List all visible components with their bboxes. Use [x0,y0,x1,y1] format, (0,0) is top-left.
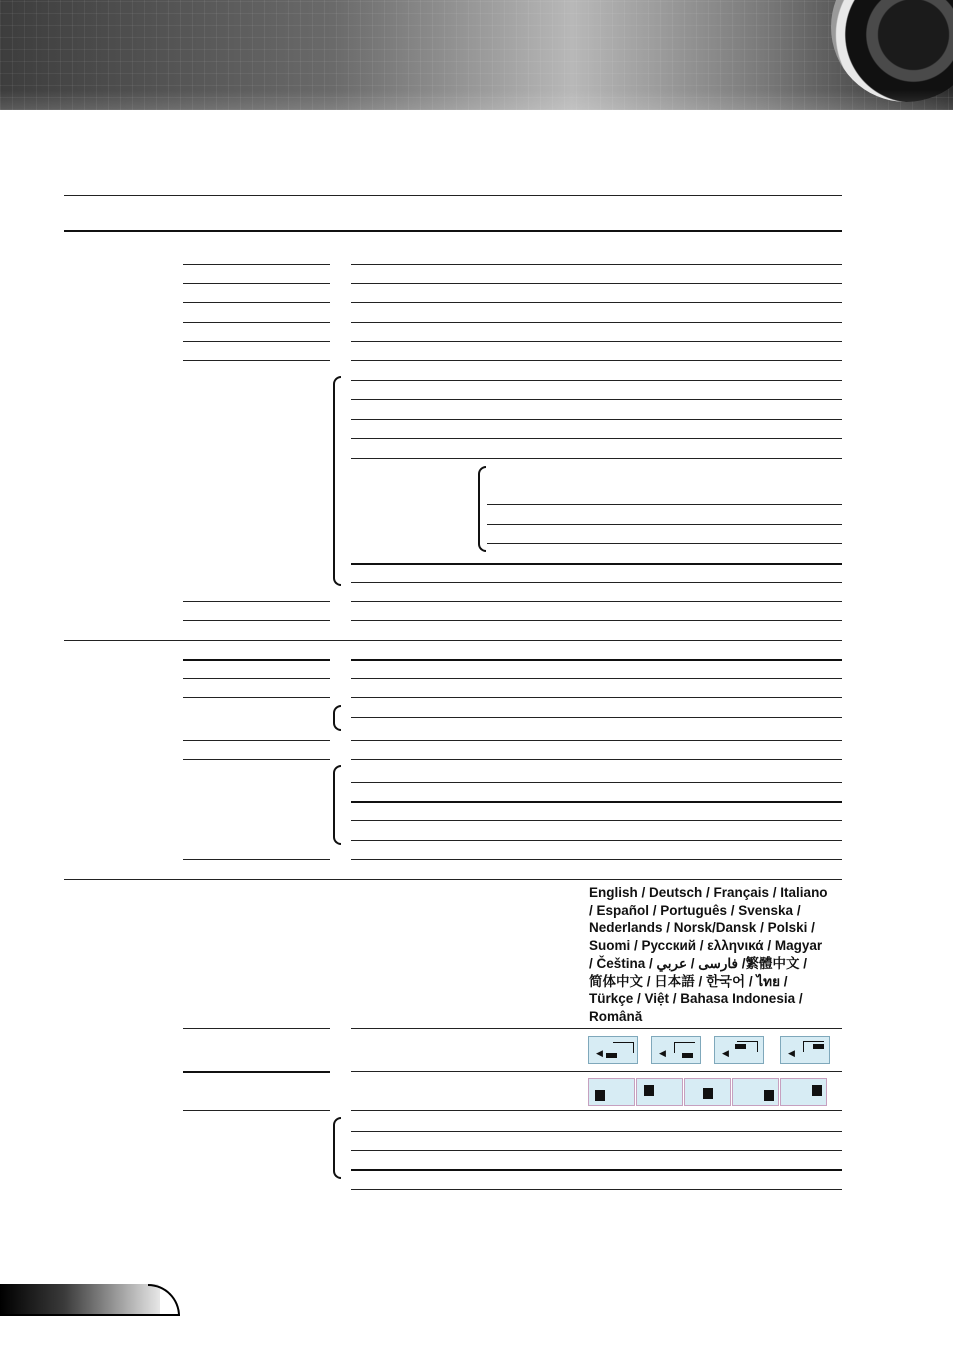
menu-bottom-right-icon [780,1078,827,1106]
group-brace [333,765,341,845]
table-rule [351,458,842,459]
table-rule [351,697,842,698]
front-ceiling-projection-icon: ◀ [714,1036,764,1064]
projection-icons [588,1036,843,1064]
table-rule [351,1110,842,1111]
table-rule [183,659,330,661]
table-rule [487,543,842,544]
table-rule [183,678,330,679]
table-rule [351,419,842,420]
table-rule [183,360,330,361]
table-rule [351,399,842,400]
table-rule [351,1189,842,1190]
table-rule [183,283,330,284]
table-rule [351,438,842,439]
table-rule [183,859,330,860]
table-rule [351,620,842,621]
table-rule [351,840,842,841]
menu-center-icon [684,1078,731,1106]
menu-bottom-left-icon [732,1078,779,1106]
table-rule [351,859,842,860]
table-rule [351,801,842,803]
table-rule [351,582,842,583]
table-rule [351,717,842,718]
language-options: English / Deutsch / Français / Italiano / Español / Português / Svenska / Nederlands / Norsk/Dansk / Polski / Suomi / Русский / ελληνικά / Magyar / Čeština / فارسی / عربي /繁體中文 / 简体中文 / 日本語 / 한국어 / ไทย / Türkçe / Việt / Bahasa Indonesia / Română [589,885,828,1024]
table-rule [183,620,330,621]
table-rule [64,230,842,232]
table-rule [351,782,842,783]
table-rule [351,678,842,679]
table-rule [351,360,842,361]
header-banner [0,0,953,110]
table-rule [351,601,842,602]
rear-ceiling-projection-icon: ◀ [780,1036,830,1064]
footer-tab-curve [148,1284,180,1316]
table-rule [183,302,330,303]
table-rule [351,563,842,565]
table-rule [351,1131,842,1132]
table-rule [351,322,842,323]
table-rule [487,504,842,505]
table-rule [183,322,330,323]
table-rule [351,1071,842,1072]
table-rule [351,759,842,760]
table-rule [487,524,842,525]
table-rule [183,601,330,602]
table-rule [351,1169,842,1171]
table-rule [351,659,842,661]
group-brace [333,1117,341,1179]
group-brace [478,466,486,552]
table-rule [183,1028,330,1029]
table-rule [64,879,842,880]
projector-lens-graphic [831,0,953,102]
table-rule [351,302,842,303]
menu-top-right-icon [636,1078,683,1106]
table-rule [351,740,842,741]
table-rule [183,264,330,265]
front-desktop-projection-icon: ◀ [588,1036,638,1064]
group-brace [333,376,341,586]
table-rule [64,640,842,641]
table-rule [351,341,842,342]
table-rule [183,759,330,760]
group-brace [333,705,341,731]
table-rule [351,264,842,265]
footer-page-tab [0,1284,160,1316]
table-rule [183,1071,330,1073]
menu-position-icons [588,1078,828,1106]
table-rule [183,1110,330,1111]
footer-rule [0,1314,180,1316]
table-rule [351,1150,842,1151]
table-rule [183,740,330,741]
rear-desktop-projection-icon: ◀ [651,1036,701,1064]
table-rule [351,820,842,821]
menu-top-left-icon [588,1078,635,1106]
table-rule [183,341,330,342]
table-rule [183,697,330,698]
table-rule [351,1028,842,1029]
table-rule [351,380,842,381]
table-rule [351,283,842,284]
table-rule [64,195,842,196]
